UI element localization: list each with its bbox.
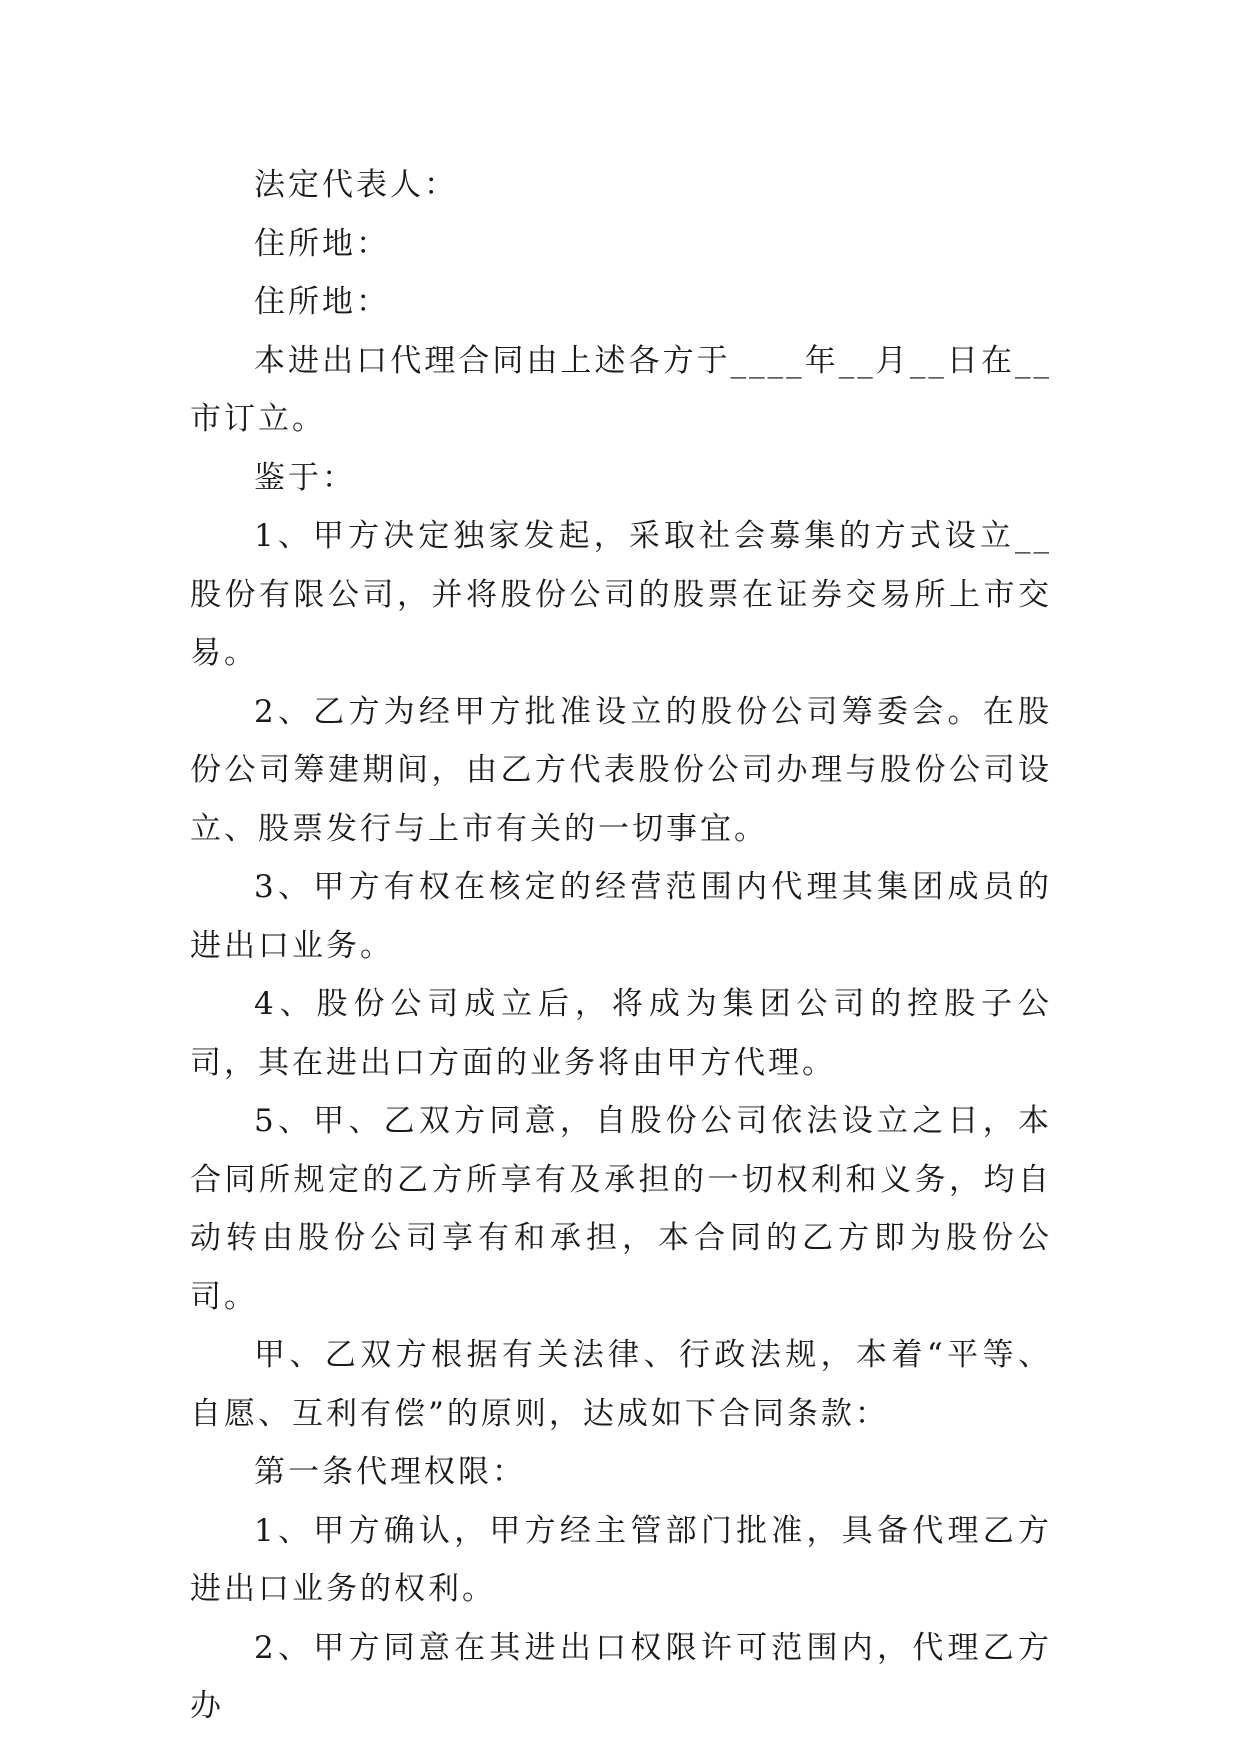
- recital-5: 5、甲、乙双方同意，自股份公司依法设立之日，本合同所规定的乙方所享有及承担的一切权利和义务，均自动转由股份公司享有和承担，本合同的乙方即为股份公司。: [190, 1103, 1052, 1315]
- domicile-line-1: 住所地：: [254, 225, 390, 262]
- recital-3: 3、甲方有权在核定的经营范围内代理其集团成员的进出口业务。: [190, 869, 1052, 964]
- domicile-line-2: 住所地：: [254, 284, 390, 320]
- article-1-clause-2: 2、甲方同意在其进出口权限许可范围内，代理乙方办: [190, 1629, 1052, 1724]
- legal-representative-line: 法定代表人：: [254, 167, 458, 203]
- recital-2: 2、乙方为经甲方批准设立的股份公司筹委会。在股份公司筹建期间，由乙方代表股份公司办理与股份公司设立、股票发行与上市有关的一切事宜。: [190, 693, 1052, 847]
- whereas-heading: 鉴于：: [254, 459, 356, 496]
- recital-1: 1、甲方决定独家发起，采取社会募集的方式设立__股份有限公司，并将股份公司的股票在证券交易所上市交易。: [190, 518, 1052, 671]
- agreement-preamble: 甲、乙双方根据有关法律、行政法规，本着“平等、自愿、互利有偿”的原则，达成如下合同条款：: [190, 1337, 1052, 1432]
- recital-4: 4、股份公司成立后，将成为集团公司的控股子公司，其在进出口方面的业务将由甲方代理。: [190, 986, 1052, 1081]
- article-1-heading: 第一条代理权限：: [254, 1454, 526, 1490]
- article-1-clause-1: 1、甲方确认，甲方经主管部门批准，具备代理乙方进出口业务的权利。: [190, 1512, 1052, 1607]
- contract-body: [190, 156, 1052, 1736]
- signing-date-place-paragraph: 本进出口代理合同由上述各方于____年__月__日在__市订立。: [190, 342, 1052, 437]
